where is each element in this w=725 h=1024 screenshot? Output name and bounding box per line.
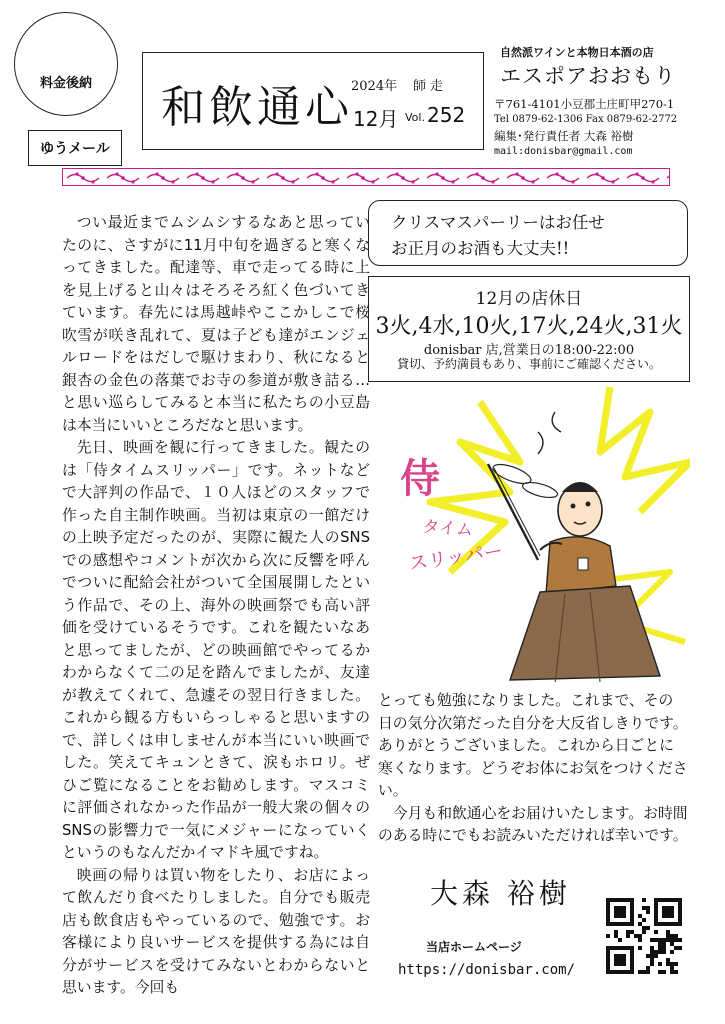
- christmas-line-2: お正月のお酒も大丈夫!!: [391, 239, 570, 258]
- issue-vol-number: 252: [427, 103, 466, 127]
- article-paragraph: つい最近までムシムシするなあと思っていたのに、さすがに11月中旬を過ぎると寒くなってきました。配達等、車で走ってる時に上を見上げると山々はそろそろ紅く色づいてきています。春先には馬越峠やここかしこで桜吹雪が咲き乱れて、夏は子ども達がエンジェルロードをはだしで駆けまわり、秋になると銀杏の金色の落葉でお寺の参道が敷き詰る…と思い巡らしてみると本当に私たちの小豆島は本当にいいところだなと思います。: [62, 214, 370, 434]
- shop-tel: Tel 0879-62-1306 Fax 0879-62-2772: [494, 114, 678, 125]
- postage-fee-label: 料金後納: [39, 76, 92, 91]
- closing-paragraph: とっても勉強になりました。これまで、その日の気分次第だった自分を大反省しきりです。ありがとうございました。これから日ごとに寒くなります。どうぞお体にお気をつけください。: [378, 692, 688, 799]
- postage-mark: [14, 12, 118, 162]
- shop-name: エスポアおおもり: [500, 64, 676, 88]
- article-paragraph: 映画の帰りは買い物をしたり、お店によって飲んだり食べたりしました。自分でも販売店も飲食店もやっているので、勉強です。お客様により良いサービスを提供する為には自分がサービスを受けてみないとわからないと思います。今回も: [62, 866, 370, 996]
- issue-year: 2024年: [351, 79, 398, 94]
- shop-address: 〒761-4101小豆郡土庄町甲270-1: [494, 97, 675, 111]
- issue-month: 12月: [353, 107, 399, 131]
- homepage-url[interactable]: https://donisbar.com/: [398, 962, 576, 978]
- holiday-title: 12月の店休日: [475, 289, 583, 309]
- holiday-notice: [368, 276, 690, 382]
- article-paragraph: 先日、映画を観に行ってきました。観たのは「侍タイムスリッパー」です。ネットなどで大評判の作品で、１０人ほどのスタッフで作った自主制作映画。当初は東京の一館だけの上映予定だったのが、実際に観た人のSNSでの感想やコメントが次から次に反響を呼んでついに配給会社がついて全国展開したという作品で、その上、海外の映画祭でも高い評価を受けているそうです。これを観たいなあと思ってましたが、どの映画館でやってるかわからなくて二の足を踏んでましたが、友達が教えてくれて、急遽その翌日行きました。これから観る方もいらっしゃると思いますので、詳しくは申しませんが本当にいい映画でした。笑えてキュンときて、涙もホロリ。ぜひご覧になることをお勧めします。マスコミに評価されなかった作品が一般大衆の個々のSNSの影響力で一気にメジャーになっていくというのもなんだかイマドキ風ですね。: [62, 439, 370, 861]
- masthead: [142, 52, 484, 150]
- bar-hours: donisbar 店,営業日の18:00-22:00: [423, 343, 635, 358]
- article-left-column: [62, 212, 370, 1000]
- christmas-notice: [368, 200, 688, 266]
- issue-season: 師走: [413, 79, 448, 94]
- homepage-label: 当店ホームページ: [426, 940, 522, 954]
- issue-vol-label: Vol.: [405, 111, 425, 124]
- holiday-dates: 3火,4水,10火,17火,24火,31火: [375, 314, 683, 339]
- illustration-title-1: 侍: [400, 456, 440, 502]
- illustration-title-2: タイム: [421, 517, 474, 541]
- shop-mail: mail:donisbar@gmail.com: [494, 146, 633, 157]
- shop-tagline: 自然派ワインと本物日本酒の店: [500, 46, 654, 59]
- illustration-title-3: スリッパー: [407, 540, 505, 575]
- newsletter-title: 和飲通心: [161, 82, 353, 133]
- yu-mail-label: ゆうメール: [28, 130, 122, 166]
- postage-circle: [14, 12, 118, 116]
- article-right-column: [378, 690, 688, 848]
- shop-editor: 編集･発行責任者 大森 裕樹: [494, 129, 634, 143]
- samurai-illustration: [390, 382, 690, 682]
- closing-paragraph: 今月も和飲通心をお届けいたします。お時間のある時にでもお読みいただければ幸いです。: [378, 804, 688, 844]
- holiday-note: 貸切、予約満員もあり、事前にご確認ください。: [396, 357, 661, 371]
- signature: 大森 裕樹: [430, 877, 571, 910]
- christmas-line-1: クリスマスパーリーはお任せ: [391, 213, 605, 232]
- ornamental-divider: [62, 168, 670, 186]
- qr-code[interactable]: [606, 898, 682, 974]
